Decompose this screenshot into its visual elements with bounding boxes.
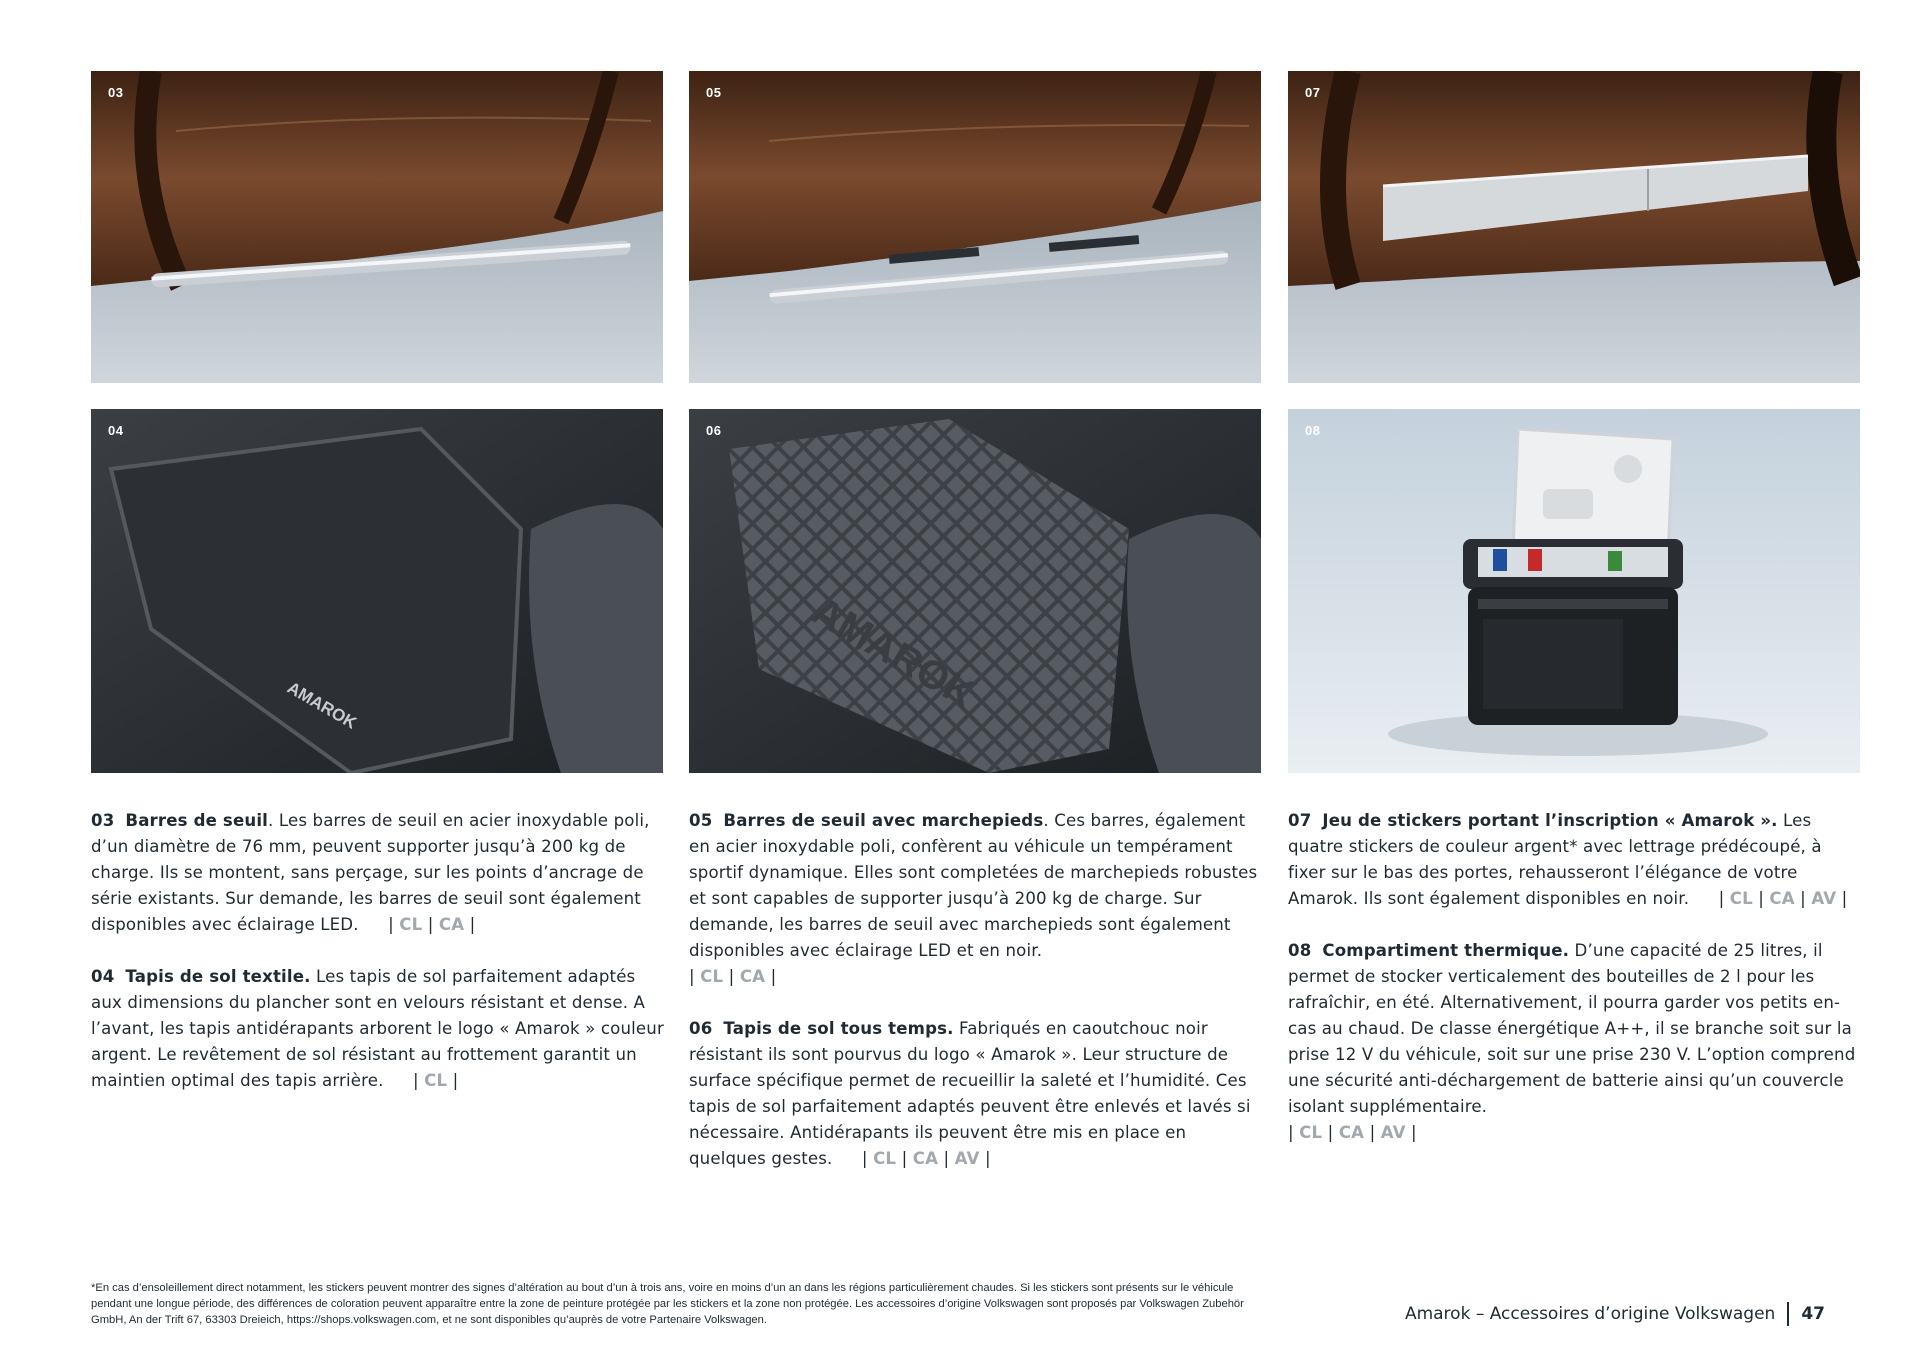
availability-codes: | CL | CA | — [388, 915, 476, 934]
availability-codes: | CL | CA | AV | — [861, 1149, 991, 1168]
photo-05-sill-bars-steps — [689, 71, 1261, 383]
svg-text:AMAROK: AMAROK — [804, 588, 983, 717]
item-03 — [91, 808, 667, 938]
availability-codes: | CL | — [412, 1071, 459, 1090]
item-title: Tapis de sol textile. — [125, 967, 311, 986]
item-06 — [689, 1016, 1265, 1172]
item-08 — [1288, 938, 1864, 1146]
photo-07-stickers — [1288, 71, 1860, 383]
photo-03-sill-bars — [91, 71, 663, 383]
footnote: *En cas d’ensoleillement direct notamment, les stickers peuvent montrer des signes d’altération au bout d’un à trois ans, voire en moins d’un an dans les régions particulièrement chaudes. Si les stickers sont présents sur le véhicule pendant une longue période, des différences de coloration peuvent apparaître entre la zone de peinture protégée par les stickers et la zone non protégée. Les accessoires d’origine Volkswagen sont proposés par Volkswagen Zubehör GmbH, An der Trift 67, 63303 Dreieich, https://shops.volkswagen.com, et ne sont disponibles qu’auprès de votre Partenaire Volkswagen. — [91, 1282, 1244, 1326]
page-number: 47 — [1801, 1304, 1825, 1324]
column-1-text — [91, 808, 667, 1120]
footer-divider — [1787, 1302, 1789, 1326]
item-text: Les tapis de sol parfaitement adaptés aux dimensions du plancher sont en velours résistant et dense. A l’avant, les tapis antidérapants arborent le logo « Amarok » couleur argent. Le revêtement de sol résistant au frottement garantit un maintien optimal des tapis arrière. — [91, 967, 664, 1090]
photo-08-cooler — [1288, 409, 1860, 773]
page-footer — [1405, 1302, 1825, 1326]
item-title: Tapis de sol tous temps. — [723, 1019, 954, 1038]
item-text: . Ces barres, également en acier inoxydable poli, confèrent au véhicule un tempérament sportif dynamique. Elles sont completées de marchepieds robustes et sont capables de supporter jusqu’à 200 kg de charge. Sur demande, les barres de seuil avec marchepieds sont également disponibles avec éclairage LED et en noir. — [689, 811, 1258, 960]
availability-codes: | CL | CA | — [689, 967, 777, 986]
footer-title: Amarok – Accessoires d’origine Volkswagen — [1404, 1304, 1776, 1324]
item-title: Compartiment thermique. — [1322, 941, 1570, 960]
item-title: Jeu de stickers portant l’inscription « Amarok ». — [1322, 811, 1778, 830]
photo-number: 08 — [1305, 423, 1321, 438]
item-number: 07 — [1288, 811, 1312, 830]
photo-number: 06 — [706, 423, 722, 438]
item-text: Les quatre stickers de couleur argent* avec lettrage prédécoupé, à fixer sur le bas des portes, rehausseront l’élégance de votre Amarok. Ils sont également disponibles en noir. — [1288, 811, 1822, 908]
photo-04-textile-mat — [91, 409, 663, 773]
item-number: 05 — [689, 811, 713, 830]
item-number: 04 — [91, 967, 115, 986]
photo-number: 07 — [1305, 85, 1321, 100]
item-number: 03 — [91, 811, 115, 830]
item-text: . Les barres de seuil en acier inoxydable poli, d’un diamètre de 76 mm, peuvent supporter jusqu’à 200 kg de charge. Ils se montent, sans perçage, sur les points d’ancrage de série existants. Sur demande, les barres de seuil sont également disponibles avec éclairage LED. — [91, 811, 650, 934]
photo-number: 05 — [706, 85, 722, 100]
item-07 — [1288, 808, 1864, 912]
item-text: D’une capacité de 25 litres, il permet de stocker verticalement des bouteilles de 2 l pour les rafraîchir, en été. Alternativement, il pourra garder vos petits en-cas au chaud. De classe énergétique A++, il se branche soit sur la prise 12 V du véhicule, soit sur une prise 230 V. L’option comprend une sécurité anti-déchargement de batterie ainsi qu’un couvercle isolant supplémentaire. — [1288, 941, 1856, 1116]
svg-text:AMAROK: AMAROK — [284, 678, 360, 733]
item-title: Barres de seuil — [125, 811, 269, 830]
availability-codes: | CL | CA | AV | — [1288, 1123, 1417, 1142]
photo-08-image — [1288, 409, 1860, 773]
photo-03-image — [91, 71, 663, 383]
photo-04-image — [91, 409, 663, 773]
item-04 — [91, 964, 667, 1094]
item-05 — [689, 808, 1265, 990]
column-3-text — [1288, 808, 1864, 1172]
availability-codes: | CL | CA | AV | — [1718, 889, 1848, 908]
column-2-text — [689, 808, 1265, 1198]
photo-05-image — [689, 71, 1261, 383]
photo-number: 04 — [108, 423, 124, 438]
item-number: 08 — [1288, 941, 1312, 960]
item-number: 06 — [689, 1019, 713, 1038]
item-title: Barres de seuil avec marchepieds — [723, 811, 1044, 830]
photo-06-all-weather-mat — [689, 409, 1261, 773]
photo-06-image — [689, 409, 1261, 773]
photo-07-image — [1288, 71, 1860, 383]
photo-number: 03 — [108, 85, 124, 100]
item-text: Fabriqués en caoutchouc noir résistant ils sont pourvus du logo « Amarok ». Leur structure de surface spécifique permet de recueillir la saleté et l’humidité. Ces tapis de sol parfaitement adaptés peuvent être enlevés et lavés si nécessaire. Antidérapants ils peuvent être mis en place en quelques gestes. — [689, 1019, 1251, 1168]
